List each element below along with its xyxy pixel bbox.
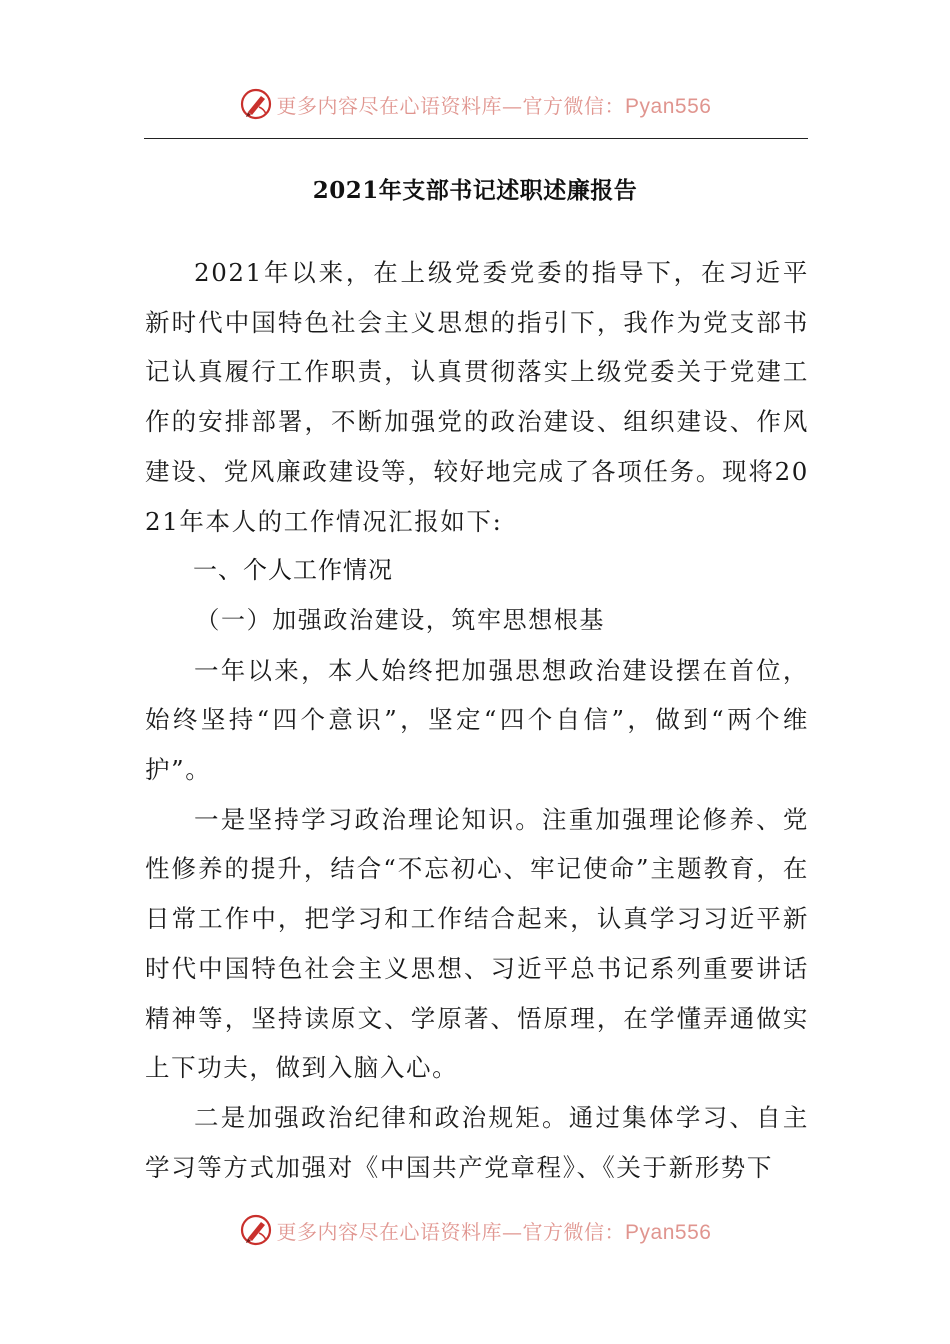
header-watermark (0, 82, 950, 126)
body-paragraph: 二是加强政治纪律和政治规矩。通过集体学习、自主学习等方式加强对《中国共产党章程》、《关于新形势下 (145, 1102, 809, 1182)
watermark-text: 更多内容尽在心语资料库—官方微信：Pyan556 (276, 93, 712, 118)
footer-watermark (0, 1208, 950, 1252)
page-title: 2021年支部书记述职述廉报告 (312, 177, 638, 204)
wechat-id: Pyan556 (625, 1220, 712, 1244)
document-body (145, 248, 809, 1192)
body-paragraph: 一年以来，本人始终把加强思想政治建设摆在首位，始终坚持“四个意识”，坚定“四个自信”，做到“两个维护”。 (145, 655, 809, 785)
watermark-text: 更多内容尽在心语资料库—官方微信：Pyan556 (276, 1219, 712, 1244)
wechat-id: Pyan556 (625, 94, 712, 118)
header-divider (144, 138, 808, 139)
section-heading: 一、个人工作情况 (193, 556, 393, 585)
intro-paragraph: 2021年以来，在上级党委党委的指导下，在习近平新时代中国特色社会主义思想的指引下，我作为党支部书记认真履行工作职责，认真贯彻落实上级党委关于党建工作的安排部署，不断加强党的政治建设、组织建设、作风建设、党风廉政建设等，较好地完成了各项任务。现将2021年本人的工作情况汇报如下: (145, 258, 809, 536)
subsection-heading: （一）加强政治建设，筑牢思想根基 (195, 605, 605, 634)
body-paragraph: 一是坚持学习政治理论知识。注重加强理论修养、党性修养的提升，结合“不忘初心、牢记使命”主题教育，在日常工作中，把学习和工作结合起来，认真学习习近平新时代中国特色社会主义思想、习近平总书记系列重要讲话精神等，坚持读原文、学原著、悟原理，在学懂弄通做实上下功夫，做到入脑入心。 (145, 804, 809, 1083)
pen-circle-logo-icon (239, 87, 273, 121)
pen-circle-logo-icon (239, 1213, 273, 1247)
